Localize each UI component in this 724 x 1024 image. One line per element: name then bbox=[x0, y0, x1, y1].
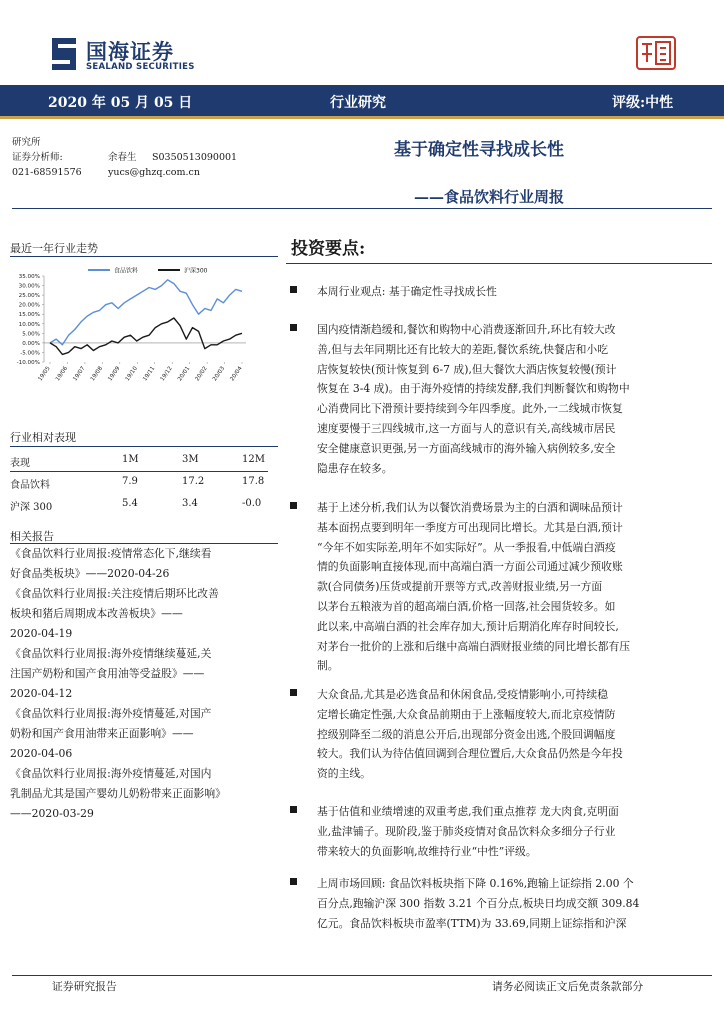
performance-header-row bbox=[10, 450, 268, 472]
bullet-text bbox=[317, 874, 708, 933]
performance-cell: 食品饮料 bbox=[10, 480, 50, 491]
related-report-line[interactable]: 好食品类板块》——2020-04-26 bbox=[10, 567, 170, 580]
y-tick-label: 15.00% bbox=[18, 312, 40, 319]
bullet-square-icon bbox=[290, 286, 297, 293]
y-tick-label: 30.00% bbox=[18, 283, 40, 290]
legend-label: 沪深300 bbox=[184, 267, 208, 275]
report-subtitle: ——食品饮料行业周报 bbox=[414, 188, 565, 206]
bullet-text-line: 基于上述分析,我们认为以餐饮消费场景为主的白酒和调味品预计 bbox=[317, 501, 623, 514]
bullet-text-line: 本周行业观点: 基于确定性寻找成长性 bbox=[317, 285, 497, 298]
trend-section-title: 最近一年行业走势 bbox=[10, 242, 98, 255]
related-report-line[interactable]: 2020-04-06 bbox=[10, 747, 73, 760]
sealand-logo-icon bbox=[48, 36, 80, 72]
bullet-text-line: 资的主线。 bbox=[317, 767, 371, 781]
x-tick-label: 19/05 bbox=[37, 365, 52, 383]
x-tick-label: 19/10 bbox=[124, 365, 139, 383]
bullet-text-line: 国内疫情渐趋缓和,餐饮和购物中心消费逐渐回升,环比有较大改 bbox=[317, 323, 616, 336]
bullet-text bbox=[317, 685, 708, 784]
bullet-text-line: 定增长确定性强,大众食品前期由于上涨幅度较大,而北京疫情防 bbox=[317, 707, 616, 721]
investment-highlights-divider bbox=[286, 263, 712, 264]
performance-cell: 5.4 bbox=[122, 498, 138, 509]
performance-section-divider bbox=[10, 446, 278, 447]
bullet-text-line: 款(合同债务)压货或提前开票等方式,改善财报业绩,另一方面 bbox=[317, 580, 603, 594]
bullet-text bbox=[317, 498, 708, 676]
bullet-text-line: 情的负面影响直接体现,而中高端白酒一方面公司通过减少预收账 bbox=[317, 560, 623, 574]
bullet-text-line: 制。 bbox=[317, 659, 339, 673]
research-seal-icon bbox=[636, 36, 676, 70]
performance-cell: 17.8 bbox=[242, 476, 265, 487]
related-reports-list bbox=[10, 544, 278, 824]
bullet-text bbox=[317, 320, 708, 478]
y-tick-label: 35.00% bbox=[18, 274, 40, 280]
related-report-line[interactable]: 《食品饮料行业周报:关注疫情后期环比改善 bbox=[10, 587, 219, 600]
bullet-text bbox=[317, 802, 708, 861]
bullet-text-line: “今年不如实际差,明年不如实际好”。从一季报看,中低端白酒疫 bbox=[317, 540, 616, 554]
footer-divider bbox=[12, 975, 712, 976]
bullet-text-line: 基于估值和业绩增速的双重考虑,我们重点推荐 龙大肉食,克明面 bbox=[317, 805, 619, 818]
bullet-text-line: 隐患存在较多。 bbox=[317, 461, 393, 475]
legend-label: 食品饮料 bbox=[114, 267, 139, 275]
logo-chinese-name: 国海证券 bbox=[86, 40, 174, 64]
analyst-dept: 研究所 bbox=[12, 137, 41, 148]
report-title: 基于确定性寻找成长性 bbox=[394, 140, 564, 160]
y-tick-label: -10.00% bbox=[16, 360, 40, 366]
analyst-role: 证券分析师: bbox=[12, 152, 63, 163]
bullet-text-line: 安全健康意识更强,另一方面高线城市的海外输入病例较多,安全 bbox=[317, 441, 616, 455]
y-tick-label: 0.00% bbox=[22, 340, 40, 347]
x-tick-label: 20/02 bbox=[194, 365, 209, 383]
x-tick-label: 19/12 bbox=[159, 365, 174, 383]
performance-cell: 7.9 bbox=[122, 476, 138, 487]
bullet-square-icon bbox=[290, 324, 297, 331]
bullet-text-line: 业,盐津铺子。现阶段,鉴于肺炎疫情对食品饮料众多细分子行业 bbox=[317, 824, 616, 838]
y-tick-label: -5.00% bbox=[20, 350, 40, 357]
performance-row-food-beverage bbox=[10, 472, 268, 494]
bullet-text-line: 善,但与去年同期比还有比较大的差距,餐饮系统,快餐店和小吃 bbox=[317, 342, 609, 356]
bullet-text-line: 上周市场回顾: 食品饮料板块指下降 0.16%,跑输上证综指 2.00 个 bbox=[317, 877, 634, 890]
performance-header-cell: 3M bbox=[182, 454, 199, 465]
industry-rating: 评级:中性 bbox=[612, 95, 674, 111]
bullet-text-line: 此以来,中高端白酒的社会库存加大,预计后期消化库存时间较长, bbox=[317, 619, 619, 633]
bullet-text-line: 对茅台一批价的上涨和后继中高端白酒财报业绩的同比增长都有压 bbox=[317, 639, 631, 653]
x-tick-label: 19/07 bbox=[72, 365, 87, 383]
x-tick-label: 19/06 bbox=[54, 365, 70, 383]
report-date: 2020 年 05 月 05 日 bbox=[48, 95, 193, 111]
bullet-text-line: 带来较大的负面影响,故维持行业“中性”评级。 bbox=[317, 844, 537, 858]
related-report-line[interactable]: 2020-04-12 bbox=[10, 687, 73, 700]
bullet-square-icon bbox=[290, 689, 297, 696]
y-tick-label: 25.00% bbox=[18, 293, 40, 300]
analyst-phone: 021-68591576 bbox=[12, 167, 82, 178]
related-report-line[interactable]: 乳制品尤其是国产婴幼儿奶粉带来正面影响》 bbox=[10, 787, 226, 800]
related-report-line[interactable]: 《食品饮料行业周报:海外疫情蔓延,对国产 bbox=[10, 707, 212, 720]
series-line bbox=[50, 318, 242, 354]
header-divider bbox=[12, 208, 712, 209]
analyst-cert-number: S0350513090001 bbox=[152, 152, 238, 163]
performance-cell: 17.2 bbox=[182, 476, 205, 487]
bullet-text-line: 恢复在 3-4 成)。由于海外疫情的持续发酵,我们判断餐饮和购物中 bbox=[317, 382, 630, 396]
related-report-line[interactable]: ——2020-03-29 bbox=[10, 807, 94, 820]
related-report-line[interactable]: 注国产奶粉和国产食用油等受益股》—— bbox=[10, 667, 205, 680]
report-category: 行业研究 bbox=[330, 95, 386, 111]
related-report-line[interactable]: 《食品饮料行业周报:疫情常态化下,继续看 bbox=[10, 547, 212, 560]
reports-section-title: 相关报告 bbox=[10, 530, 54, 543]
bullet-text-line: 大众食品,尤其是必选食品和休闲食品,受疫情影响小,可持续稳 bbox=[317, 688, 609, 701]
footer-disclaimer-note: 请务必阅读正文后免责条款部分 bbox=[492, 980, 644, 993]
bullet-text-line: 店恢复较快(预计恢复到 6-7 成),但大餐饮大酒店恢复较慢(预计 bbox=[317, 362, 617, 376]
bullet-square-icon bbox=[290, 878, 297, 885]
header-banner bbox=[0, 85, 724, 119]
logo-english-name: SEALAND SECURITIES bbox=[86, 62, 195, 72]
performance-section-title: 行业相对表现 bbox=[10, 431, 76, 444]
bullet-text-line: 基本面拐点要到明年一季度方可出现同比增长。尤其是白酒,预计 bbox=[317, 520, 623, 534]
performance-header-cell: 表现 bbox=[10, 458, 30, 469]
x-tick-label: 20/04 bbox=[229, 365, 244, 383]
footer-report-type: 证券研究报告 bbox=[52, 980, 117, 993]
performance-cell: -0.0 bbox=[242, 498, 262, 509]
bullet-text-line: 较大。我们认为待估值回调到合理位置后,大众食品仍然是今年投 bbox=[317, 747, 623, 761]
performance-table bbox=[10, 450, 268, 516]
investment-highlights-title: 投资要点: bbox=[291, 239, 366, 259]
performance-header-cell: 12M bbox=[242, 454, 265, 465]
company-logo bbox=[48, 36, 248, 80]
related-report-line[interactable]: 《食品饮料行业周报:海外疫情继续蔓延,关 bbox=[10, 647, 212, 660]
performance-cell: 沪深 300 bbox=[10, 502, 53, 513]
performance-cell: 3.4 bbox=[182, 498, 198, 509]
x-tick-label: 19/11 bbox=[142, 365, 157, 383]
related-report-line[interactable]: 2020-04-19 bbox=[10, 627, 73, 640]
y-tick-label: 20.00% bbox=[18, 302, 40, 309]
related-report-line[interactable]: 《食品饮料行业周报:海外疫情蔓延,对国内 bbox=[10, 767, 212, 780]
x-tick-label: 19/09 bbox=[107, 365, 122, 383]
bullet-text-line: 以茅台五粮液为首的超高端白酒,价格一回落,社会囤货较多。如 bbox=[317, 599, 616, 613]
related-report-line[interactable]: 板块和猪后周期成本改善板块》—— bbox=[10, 607, 183, 620]
bullet-text-line: 控级别降至二级的消息公开后,出现部分资金出逃,个股回调幅度 bbox=[317, 727, 616, 741]
bullet-text-line: 速度要慢于三四线城市,这一方面与人的意识有关,高线城市居民 bbox=[317, 421, 616, 435]
bullet-text bbox=[317, 282, 708, 302]
performance-header-cell: 1M bbox=[122, 454, 139, 465]
x-tick-label: 19/08 bbox=[89, 365, 105, 383]
performance-row-csi300 bbox=[10, 494, 268, 516]
y-tick-label: 10.00% bbox=[18, 321, 40, 328]
bullet-text-line: 心消费同比下滑预计要持续到今年四季度。此外,一二线城市恢复 bbox=[317, 402, 623, 416]
bullet-text-line: 亿元。食品饮料板块市盈率(TTM)为 33.69,同期上证综指和沪深 bbox=[317, 916, 627, 930]
analyst-name: 余春生 bbox=[108, 152, 137, 163]
bullet-square-icon bbox=[290, 502, 297, 509]
series-line bbox=[50, 280, 242, 345]
analyst-email[interactable]: yucs@ghzq.com.cn bbox=[108, 167, 200, 178]
industry-trend-chart bbox=[10, 262, 270, 402]
x-tick-label: 20/03 bbox=[212, 365, 227, 383]
x-tick-label: 20/01 bbox=[177, 365, 192, 383]
bullet-square-icon bbox=[290, 806, 297, 813]
y-tick-label: 5.00% bbox=[22, 331, 40, 338]
trend-section-divider bbox=[10, 256, 278, 257]
bullet-text-line: 百分点,跑输沪深 300 指数 3.21 个百分点,板块日均成交额 309.84 bbox=[317, 896, 640, 910]
related-report-line[interactable]: 奶粉和国产食用油带来正面影响》—— bbox=[10, 727, 194, 740]
